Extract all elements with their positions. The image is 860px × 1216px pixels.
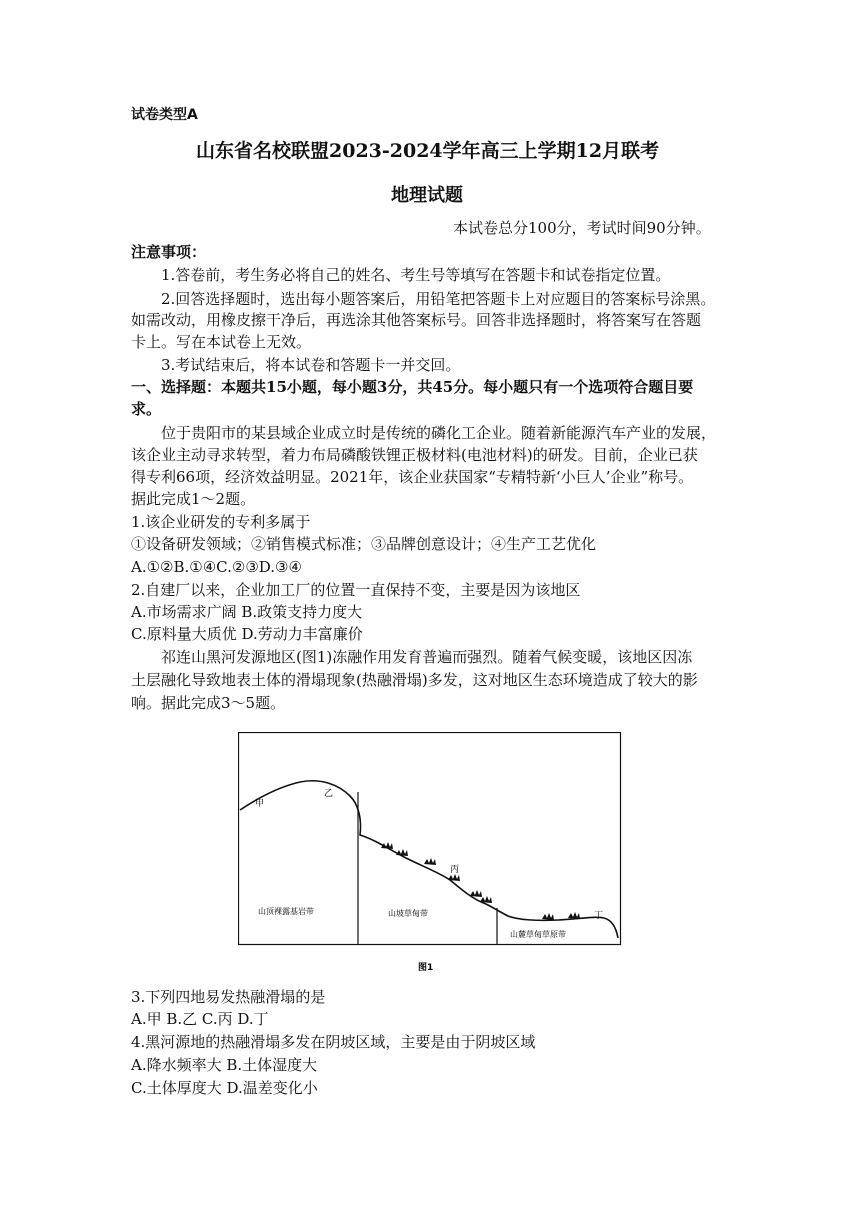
passage-line: 该企业主动寻求转型，着力布局磷酸铁锂正极材料(电池材料)的研发。目前，企业已获 <box>131 446 698 464</box>
label-jia: 甲 <box>255 799 265 809</box>
notice-line: 2.回答选择题时，选出每小题答案后，用铅笔把答题卡上对应题目的答案标号涂黑。 <box>161 290 716 308</box>
label-bing: 丙 <box>450 865 460 875</box>
grass-tuft-icon <box>568 912 580 919</box>
question-options: A.市场需求广阔 B.政策支持力度大 <box>131 603 363 621</box>
passage-line: 土层融化导致地表土体的滑塌现象(热融滑塌)多发，这对地区生态环境造成了较大的影 <box>131 671 698 689</box>
zone-label-meadow: 山坡草甸带 <box>388 909 428 918</box>
question-stem: 1.该企业研发的专利多属于 <box>131 513 311 531</box>
grass-tuft-icon <box>381 842 393 849</box>
notice-line: 如需改动，用橡皮擦干净后，再选涂其他答案标号。回答非选择题时，将答案写在答题 <box>131 311 702 329</box>
question-items: ①设备研发领域；②销售模式标准；③品牌创意设计；④生产工艺优化 <box>131 535 597 553</box>
passage-line: 位于贵阳市的某县域企业成立时是传统的磷化工企业。随着新能源汽车产业的发展， <box>161 424 717 442</box>
label-ding: 丁 <box>594 911 604 921</box>
question-options: A.①②B.①④C.②③D.③④ <box>131 558 302 576</box>
question-stem: 4.黑河源地的热融滑塌多发在阴坡区域，主要是由于阴坡区域 <box>131 1033 536 1051</box>
grass-tuft-icon <box>396 849 408 856</box>
grass-tuft-icon <box>542 913 554 920</box>
subject-title: 地理试题 <box>391 185 463 206</box>
question-stem: 2.自建厂以来，企业加工厂的位置一直保持不变，主要是因为该地区 <box>131 581 581 599</box>
paper-type-label: 试卷类型A <box>131 107 198 123</box>
passage-line: 响。据此完成3～5题。 <box>131 694 286 712</box>
zone-label-bedrock: 山顶裸露基岩带 <box>258 907 314 916</box>
question-options: A.甲 B.乙 C.丙 D.丁 <box>131 1010 269 1028</box>
notice-line: 3.考试结束后，将本试卷和答题卡一并交回。 <box>161 356 461 374</box>
question-options: C.土体厚度大 D.温差变化小 <box>131 1079 318 1097</box>
grass-tuft-icon <box>470 890 482 897</box>
exam-title: 山东省名校联盟2023-2024学年高三上学期12月联考 <box>196 140 660 162</box>
passage-line: 祁连山黑河发源地区(图1)冻融作用发育普遍而强烈。随着气候变暖，该地区因冻 <box>161 648 693 666</box>
notice-heading: 注意事项： <box>131 243 207 261</box>
figure-caption: 图1 <box>418 963 434 973</box>
notice-line: 1.答卷前，考生务必将自己的姓名、考生号等填写在答题卡和试卷指定位置。 <box>161 266 671 284</box>
question-options: C.原料量大质优 D.劳动力丰富廉价 <box>131 625 363 643</box>
zone-label-steppe: 山麓草甸草原带 <box>510 930 566 939</box>
question-stem: 3.下列四地易发热融滑塌的是 <box>131 988 326 1006</box>
grass-tuft-icon <box>480 896 492 903</box>
passage-line: 据此完成1～2题。 <box>131 490 256 508</box>
question-options: A.降水频率大 B.土体湿度大 <box>131 1056 318 1074</box>
section-heading: 一、选择题：本题共15小题，每小题3分，共45分。每小题只有一个选项符合题目要 <box>131 378 694 396</box>
passage-line: 得专利66项，经济效益明显。2021年，该企业获国家“专精特新‘小巨人’企业”称号。 <box>131 468 694 486</box>
label-yi: 乙 <box>324 789 334 799</box>
notice-line: 卡上。写在本试卷上无效。 <box>131 333 312 351</box>
section-heading-cont: 求。 <box>131 400 162 418</box>
grass-tuft-icon <box>424 858 436 865</box>
slope-profile-figure <box>238 732 622 978</box>
grass-tuft-icon <box>448 874 460 881</box>
exam-info: 本试卷总分100分，考试时间90分钟。 <box>453 219 711 237</box>
